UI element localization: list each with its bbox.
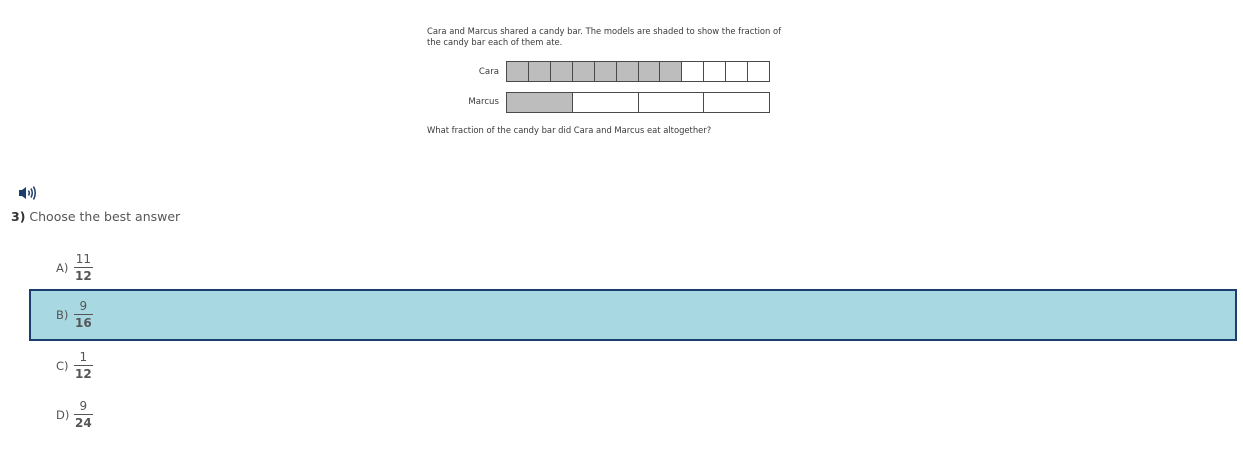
- shaded-part: [551, 62, 573, 81]
- cara-label: Cara: [478, 67, 499, 77]
- shaded-part: [617, 62, 639, 81]
- question-number: 3): [11, 209, 26, 224]
- option-fraction: [74, 350, 93, 381]
- fraction-numerator: 11: [75, 252, 91, 266]
- question-prompt: [11, 209, 180, 224]
- unshaded-part: [704, 62, 726, 81]
- shaded-part: [639, 62, 661, 81]
- shaded-part: [660, 62, 682, 81]
- answer-option-b[interactable]: [29, 289, 1237, 341]
- fraction-numerator: 1: [79, 350, 88, 364]
- option-letter: A): [56, 261, 69, 275]
- shaded-part: [507, 93, 573, 112]
- unshaded-part: [704, 93, 769, 112]
- fraction-denominator: 12: [75, 269, 92, 283]
- fraction-denominator: 12: [75, 367, 92, 381]
- figure-intro-text: [427, 26, 827, 48]
- option-fraction: [74, 399, 93, 430]
- marcus-label: Marcus: [468, 97, 499, 107]
- figure-intro-line-2: the candy bar each of them ate.: [427, 37, 563, 47]
- marcus-model-bar: [506, 92, 770, 113]
- option-letter: D): [56, 408, 70, 422]
- option-letter: B): [56, 308, 69, 322]
- answer-option-a[interactable]: [29, 242, 1237, 294]
- speaker-icon[interactable]: [18, 184, 40, 202]
- fraction-bar: [74, 267, 93, 268]
- figure-question-text: What fraction of the candy bar did Cara and Marcus eat altogether?: [427, 125, 712, 135]
- cara-model-bar: [506, 61, 770, 82]
- fraction-numerator: 9: [79, 299, 88, 313]
- fraction-bar: [74, 365, 93, 366]
- option-fraction: [74, 299, 93, 330]
- fraction-denominator: 16: [75, 316, 92, 330]
- shaded-part: [507, 62, 529, 81]
- unshaded-part: [573, 93, 639, 112]
- unshaded-part: [682, 62, 704, 81]
- option-letter: C): [56, 359, 69, 373]
- fraction-bar: [74, 414, 93, 415]
- unshaded-part: [748, 62, 769, 81]
- figure-intro-line-1: Cara and Marcus shared a candy bar. The models are shaded to show the fraction of: [427, 26, 782, 36]
- unshaded-part: [639, 93, 705, 112]
- fraction-numerator: 9: [79, 399, 88, 413]
- fraction-bar: [74, 314, 93, 315]
- question-instruction: Choose the best answer: [29, 209, 181, 224]
- shaded-part: [529, 62, 551, 81]
- answer-option-d[interactable]: [29, 389, 1237, 441]
- fraction-denominator: 24: [75, 416, 92, 430]
- question-figure: [427, 26, 827, 144]
- shaded-part: [595, 62, 617, 81]
- option-fraction: [74, 252, 93, 283]
- shaded-part: [573, 62, 595, 81]
- unshaded-part: [726, 62, 748, 81]
- answer-option-c[interactable]: [29, 340, 1237, 392]
